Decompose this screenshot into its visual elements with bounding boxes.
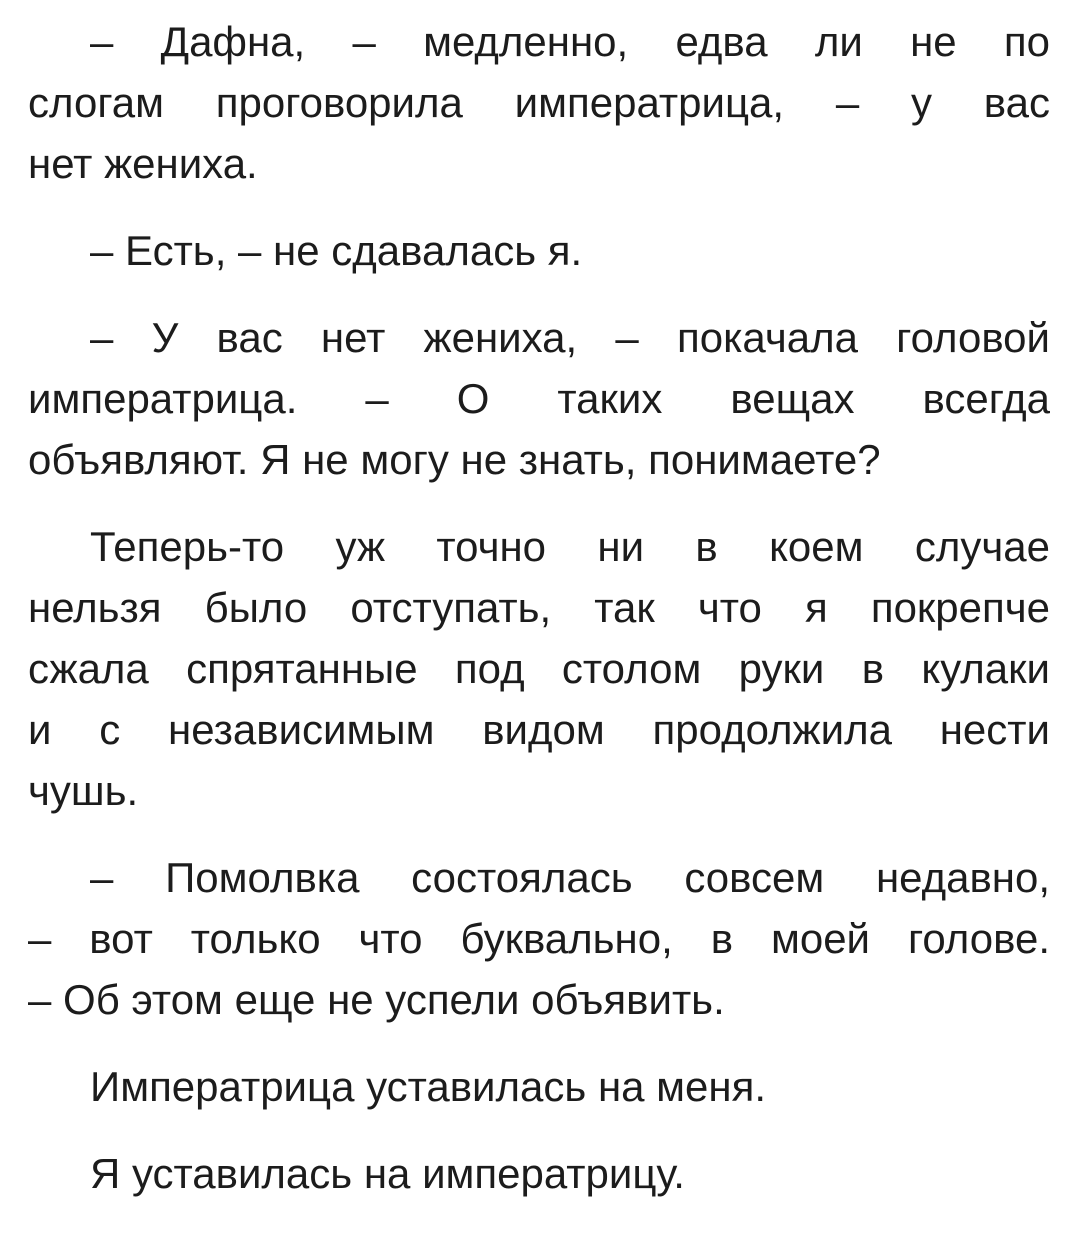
text-line: и с независимым видом продолжила нести <box>28 706 1050 753</box>
text-line: нет жениха. <box>28 140 258 187</box>
text-line: – Есть, – не сдавалась я. <box>90 227 583 274</box>
paragraph <box>28 220 1050 281</box>
paragraph <box>28 516 1050 821</box>
paragraph <box>28 1143 1050 1204</box>
text-line: – Дафна, – медленно, едва ли не по <box>90 18 1050 65</box>
text-line: императрица. – О таких вещах всегда <box>28 375 1050 422</box>
text-line: – Об этом еще не успели объявить. <box>28 976 725 1023</box>
text-line: Императрица уставилась на меня. <box>90 1063 766 1110</box>
text-line: Теперь-то уж точно ни в коем случае <box>90 523 1050 570</box>
page-text <box>28 11 1050 1204</box>
text-line: сжала спрятанные под столом руки в кулаки <box>28 645 1050 692</box>
text-line: – вот только что буквально, в моей голове. <box>28 915 1050 962</box>
text-line: – У вас нет жениха, – покачала головой <box>90 314 1050 361</box>
text-line: объявляют. Я не могу не знать, понимаете? <box>28 436 881 483</box>
text-line: нельзя было отступать, так что я покрепче <box>28 584 1050 631</box>
text-line: чушь. <box>28 767 139 814</box>
text-line: – Помолвка состоялась совсем недавно, <box>90 854 1050 901</box>
paragraph <box>28 307 1050 490</box>
text-line: Я уставилась на императрицу. <box>90 1150 685 1197</box>
paragraph <box>28 1056 1050 1117</box>
paragraph <box>28 847 1050 1030</box>
text-line: слогам проговорила императрица, – у вас <box>28 79 1050 126</box>
paragraph <box>28 11 1050 194</box>
